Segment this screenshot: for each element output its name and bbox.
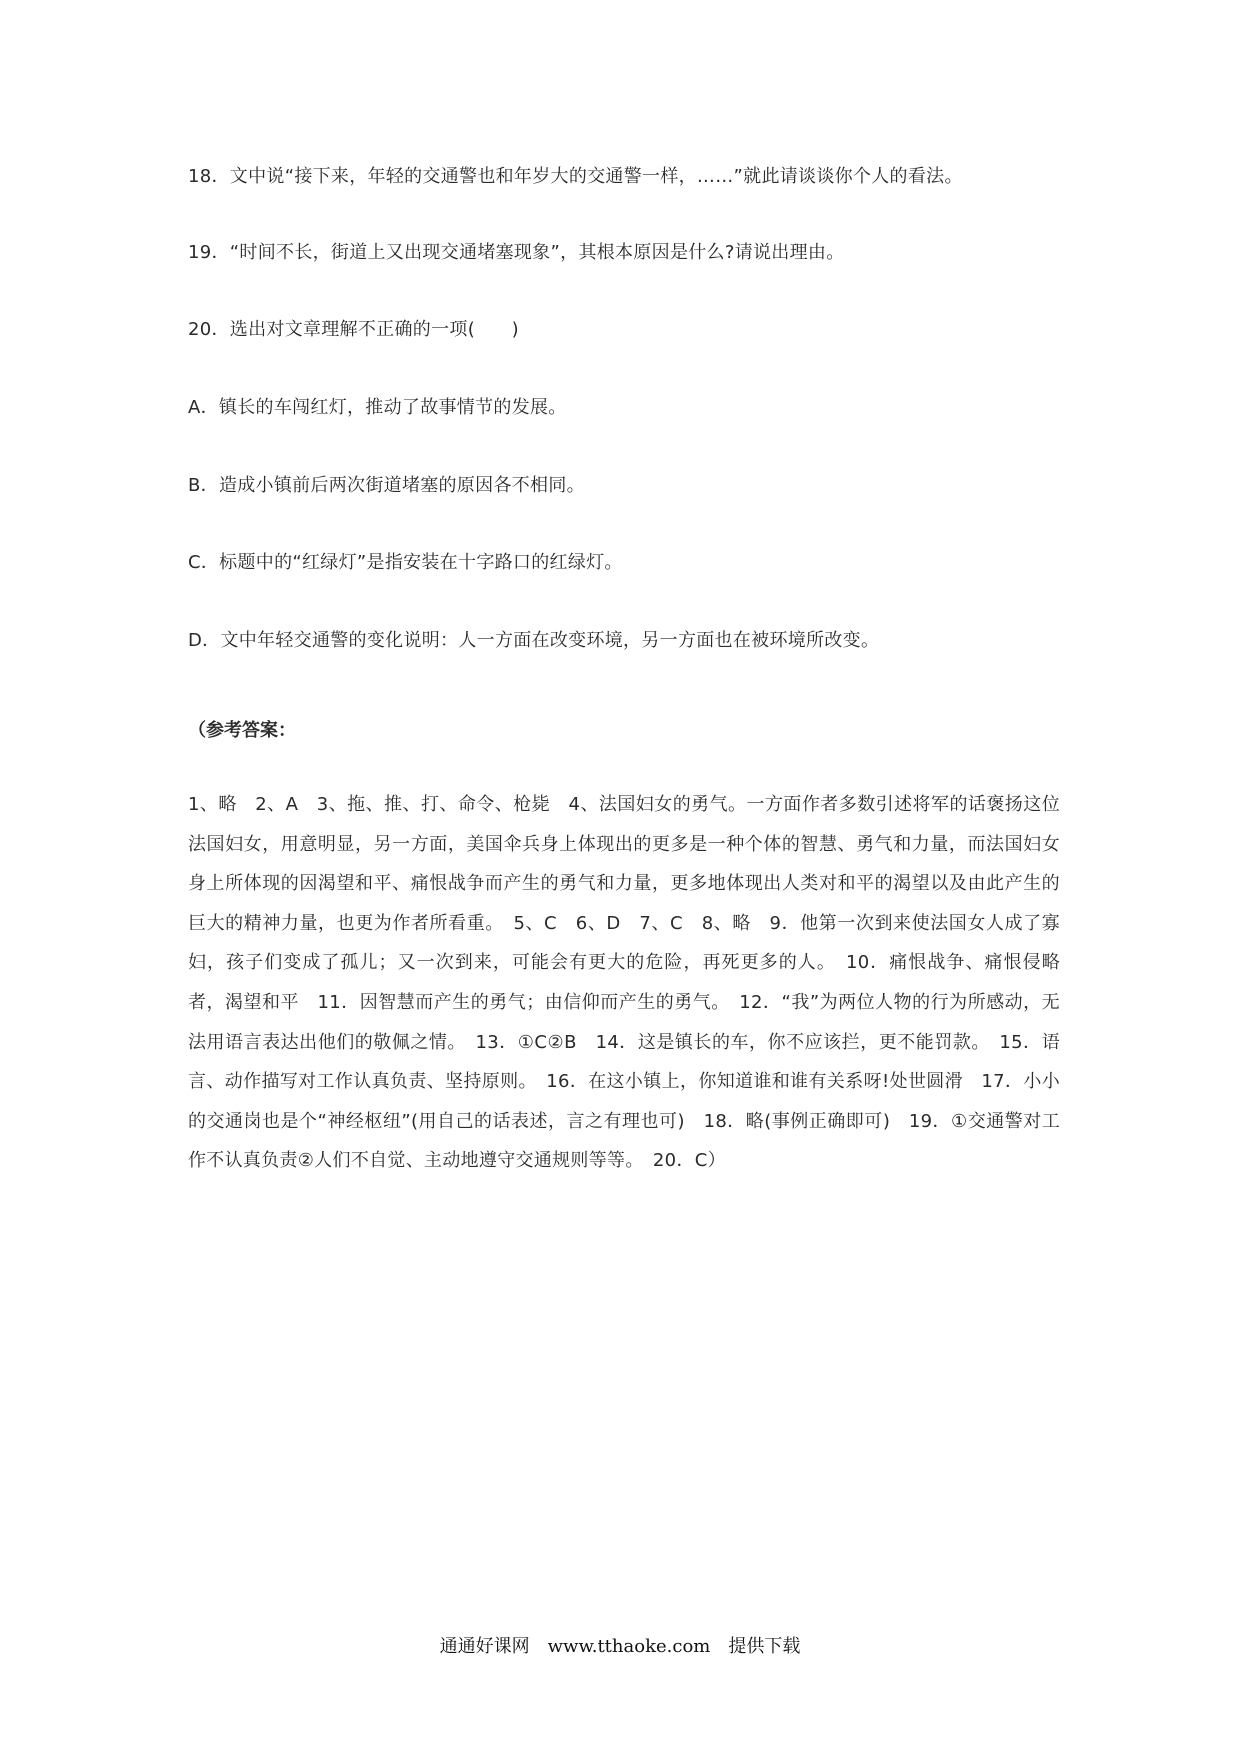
answers-body: 1、略 2、A 3、拖、推、打、命令、枪毙 4、法国妇女的勇气。一方面作者多数引述将军的话褒扬这位法国妇女，用意明显，另一方面，美国伞兵身上体现出的更多是一种个体的智慧、勇气和力量，而法国妇女身上所体现的因渴望和平、痛恨战争而产生的勇气和力量，更多地体现出人类对和平的渴望以及由此产生的巨大的精神力量，也更为作者所看重。 5、C 6、D 7、C 8、略 9．他第一次到来使法国女人成了寡妇，孩子们变成了孤儿；又一次到来，可能会有更大的危险，再死更多的人。 10．痛恨战争、痛恨侵略者，渴望和平 11．因智慧而产生的勇气；由信仰而产生的勇气。 12．“我”为两位人物的行为所感动，无法用语言表达出他们的敬佩之情。 13．①C②B 14．这是镇长的车，你不应该拦，更不能罚款。 15．语言、动作描写对工作认真负责、坚持原则。 16．在这小镇上，你知道谁和谁有关系呀!处世圆滑 17．小小的交通岗也是个“神经枢纽”(用自己的话表述，言之有理也可) 18．略(事例正确即可) 19．①交通警对工作不认真负责②人们不自觉、主动地遵守交通规则等等。 20．C） bbox=[188, 794, 1060, 1172]
page-footer: 通通好课网 www.tthaoke.com 提供下载 bbox=[439, 1636, 801, 1657]
option-d: D．文中年轻交通警的变化说明：人一方面在改变环境，另一方面也在被环境所改变。 bbox=[188, 630, 880, 651]
question-18: 18．文中说“接下来，年轻的交通警也和年岁大的交通警一样，……”就此请谈谈你个人的看法。 bbox=[188, 166, 963, 187]
question-20: 20．选出对文章理解不正确的一项( ) bbox=[188, 319, 519, 340]
option-a: A．镇长的车闯红灯，推动了故事情节的发展。 bbox=[188, 397, 567, 418]
question-19: 19．“时间不长，街道上又出现交通堵塞现象”，其根本原因是什么?请说出理由。 bbox=[188, 242, 845, 263]
answers-heading: （参考答案： bbox=[188, 720, 296, 741]
option-b: B．造成小镇前后两次街道堵塞的原因各不相同。 bbox=[188, 475, 585, 496]
option-c: C．标题中的“红绿灯”是指安装在十字路口的红绿灯。 bbox=[188, 552, 623, 573]
